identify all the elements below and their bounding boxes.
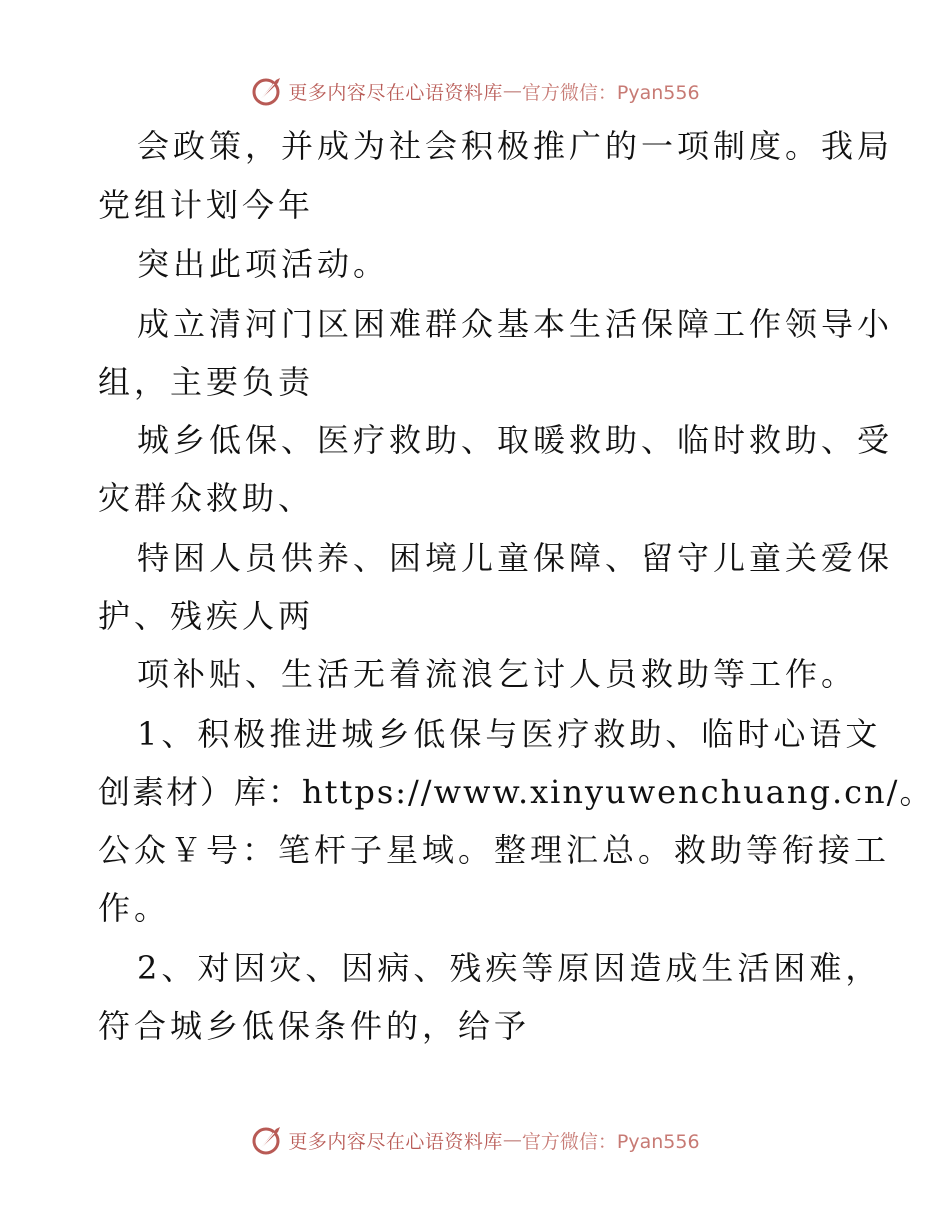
paragraph-line: 作。 (98, 889, 171, 927)
paragraph-line: 护、残疾人两 (98, 597, 315, 635)
header-watermark (0, 71, 950, 111)
paragraph-line: 组，主要负责 (98, 363, 315, 401)
watermark-dash: — (502, 80, 522, 102)
watermark-wechat-text: 官方微信：Pyan556 (521, 81, 700, 104)
paragraph-line: 党组计划今年 (98, 186, 315, 224)
watermark-wechat-text: 官方微信：Pyan556 (521, 1130, 700, 1153)
paragraph-line: 灾群众救助、 (98, 479, 315, 517)
paragraph-line: 公众￥号：笔杆子星域。整理汇总。救助等衔接工 (98, 831, 891, 869)
watermark-promo-text: 更多内容尽在心语资料库 (288, 1130, 503, 1153)
watermark-dash: — (502, 1129, 522, 1151)
paragraph-line: 成立清河门区困难群众基本生活保障工作领导小 (137, 305, 894, 343)
paragraph-line: 创素材）库：https://www.xinyuwenchuang.cn/。 (98, 773, 934, 811)
feather-pen-logo-icon (250, 1123, 284, 1157)
watermark-promo-text: 更多内容尽在心语资料库 (288, 81, 503, 104)
paragraph-line: 2、对因灾、因病、残疾等原因造成生活困难， (137, 949, 882, 987)
paragraph-line: 城乡低保、医疗救助、取暖救助、临时救助、受 (137, 421, 894, 459)
paragraph-line: 特困人员供养、困境儿童保障、留守儿童关爱保 (137, 539, 894, 577)
paragraph-line: 项补贴、生活无着流浪乞讨人员救助等工作。 (137, 655, 858, 693)
feather-pen-logo-icon (250, 74, 284, 108)
paragraph-line: 会政策，并成为社会积极推广的一项制度。我局 (137, 127, 894, 165)
paragraph-line: 1、积极推进城乡低保与医疗救助、临时心语文 (137, 715, 882, 753)
footer-watermark (0, 1120, 950, 1160)
paragraph-line: 突出此项活动。 (137, 245, 390, 283)
paragraph-line: 符合城乡低保条件的，给予 (98, 1007, 531, 1045)
